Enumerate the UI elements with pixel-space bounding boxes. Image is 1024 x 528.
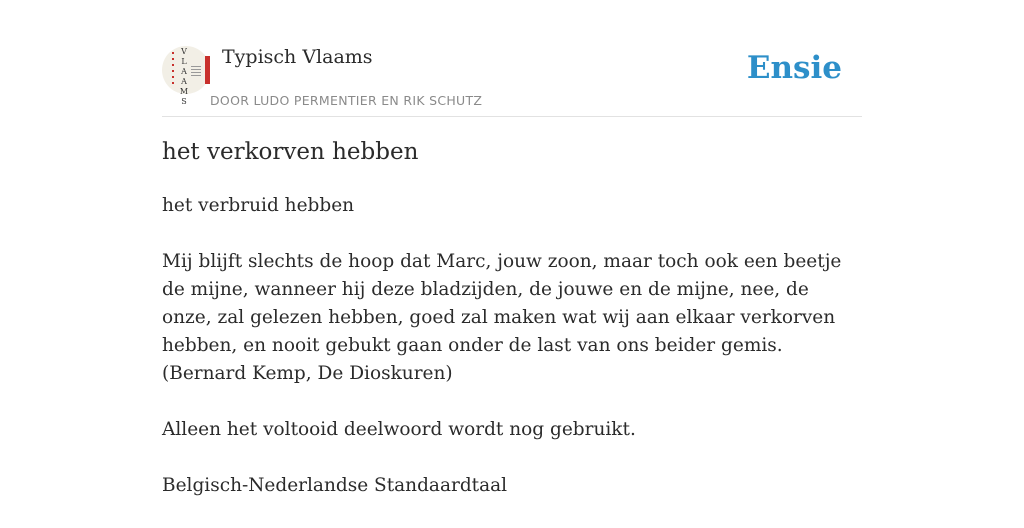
logo-band [205,56,210,84]
logo-letter: A [181,67,187,76]
entry-title: het verkorven hebben [162,139,419,165]
blog-header [162,0,862,117]
entry-quote: Mij blijft slechts de hoop dat Marc, jouw zoon, maar toch ook een beetje de mijne, wanneer hij deze bladzijden, de jouwe en de mijne, nee, de onze, zal gelezen hebben, goed zal maken wat wij aan elkaar verkorven hebben, en nooit gebukt gaan onder de last van ons beider gemis. [162,251,842,356]
blog-title[interactable]: Typisch Vlaams [222,46,373,68]
page [162,0,862,512]
logo-letter: A [181,77,187,86]
entry-note: Alleen het voltooid deelwoord wordt nog gebruikt. [162,419,636,440]
logo-letter: V [181,47,187,56]
logo-letter: S [181,97,187,106]
blog-logo[interactable] [162,46,210,106]
entry-quote-source: (Bernard Kemp, De Dioskuren) [162,363,453,384]
logo-letter: L [181,57,187,66]
entry-definition: het verbruid hebben [162,195,355,216]
byline: DOOR LUDO PERMENTIER EN RIK SCHUTZ [210,93,483,108]
entry-category: Belgisch-Nederlandse Standaardtaal [162,475,508,496]
logo-letter: M [179,87,189,96]
logo-dots [172,52,174,88]
ensie-logo-link[interactable]: Ensie [746,50,842,86]
logo-lines [191,66,201,76]
logo-letters [179,47,189,107]
entry-content [162,192,862,528]
